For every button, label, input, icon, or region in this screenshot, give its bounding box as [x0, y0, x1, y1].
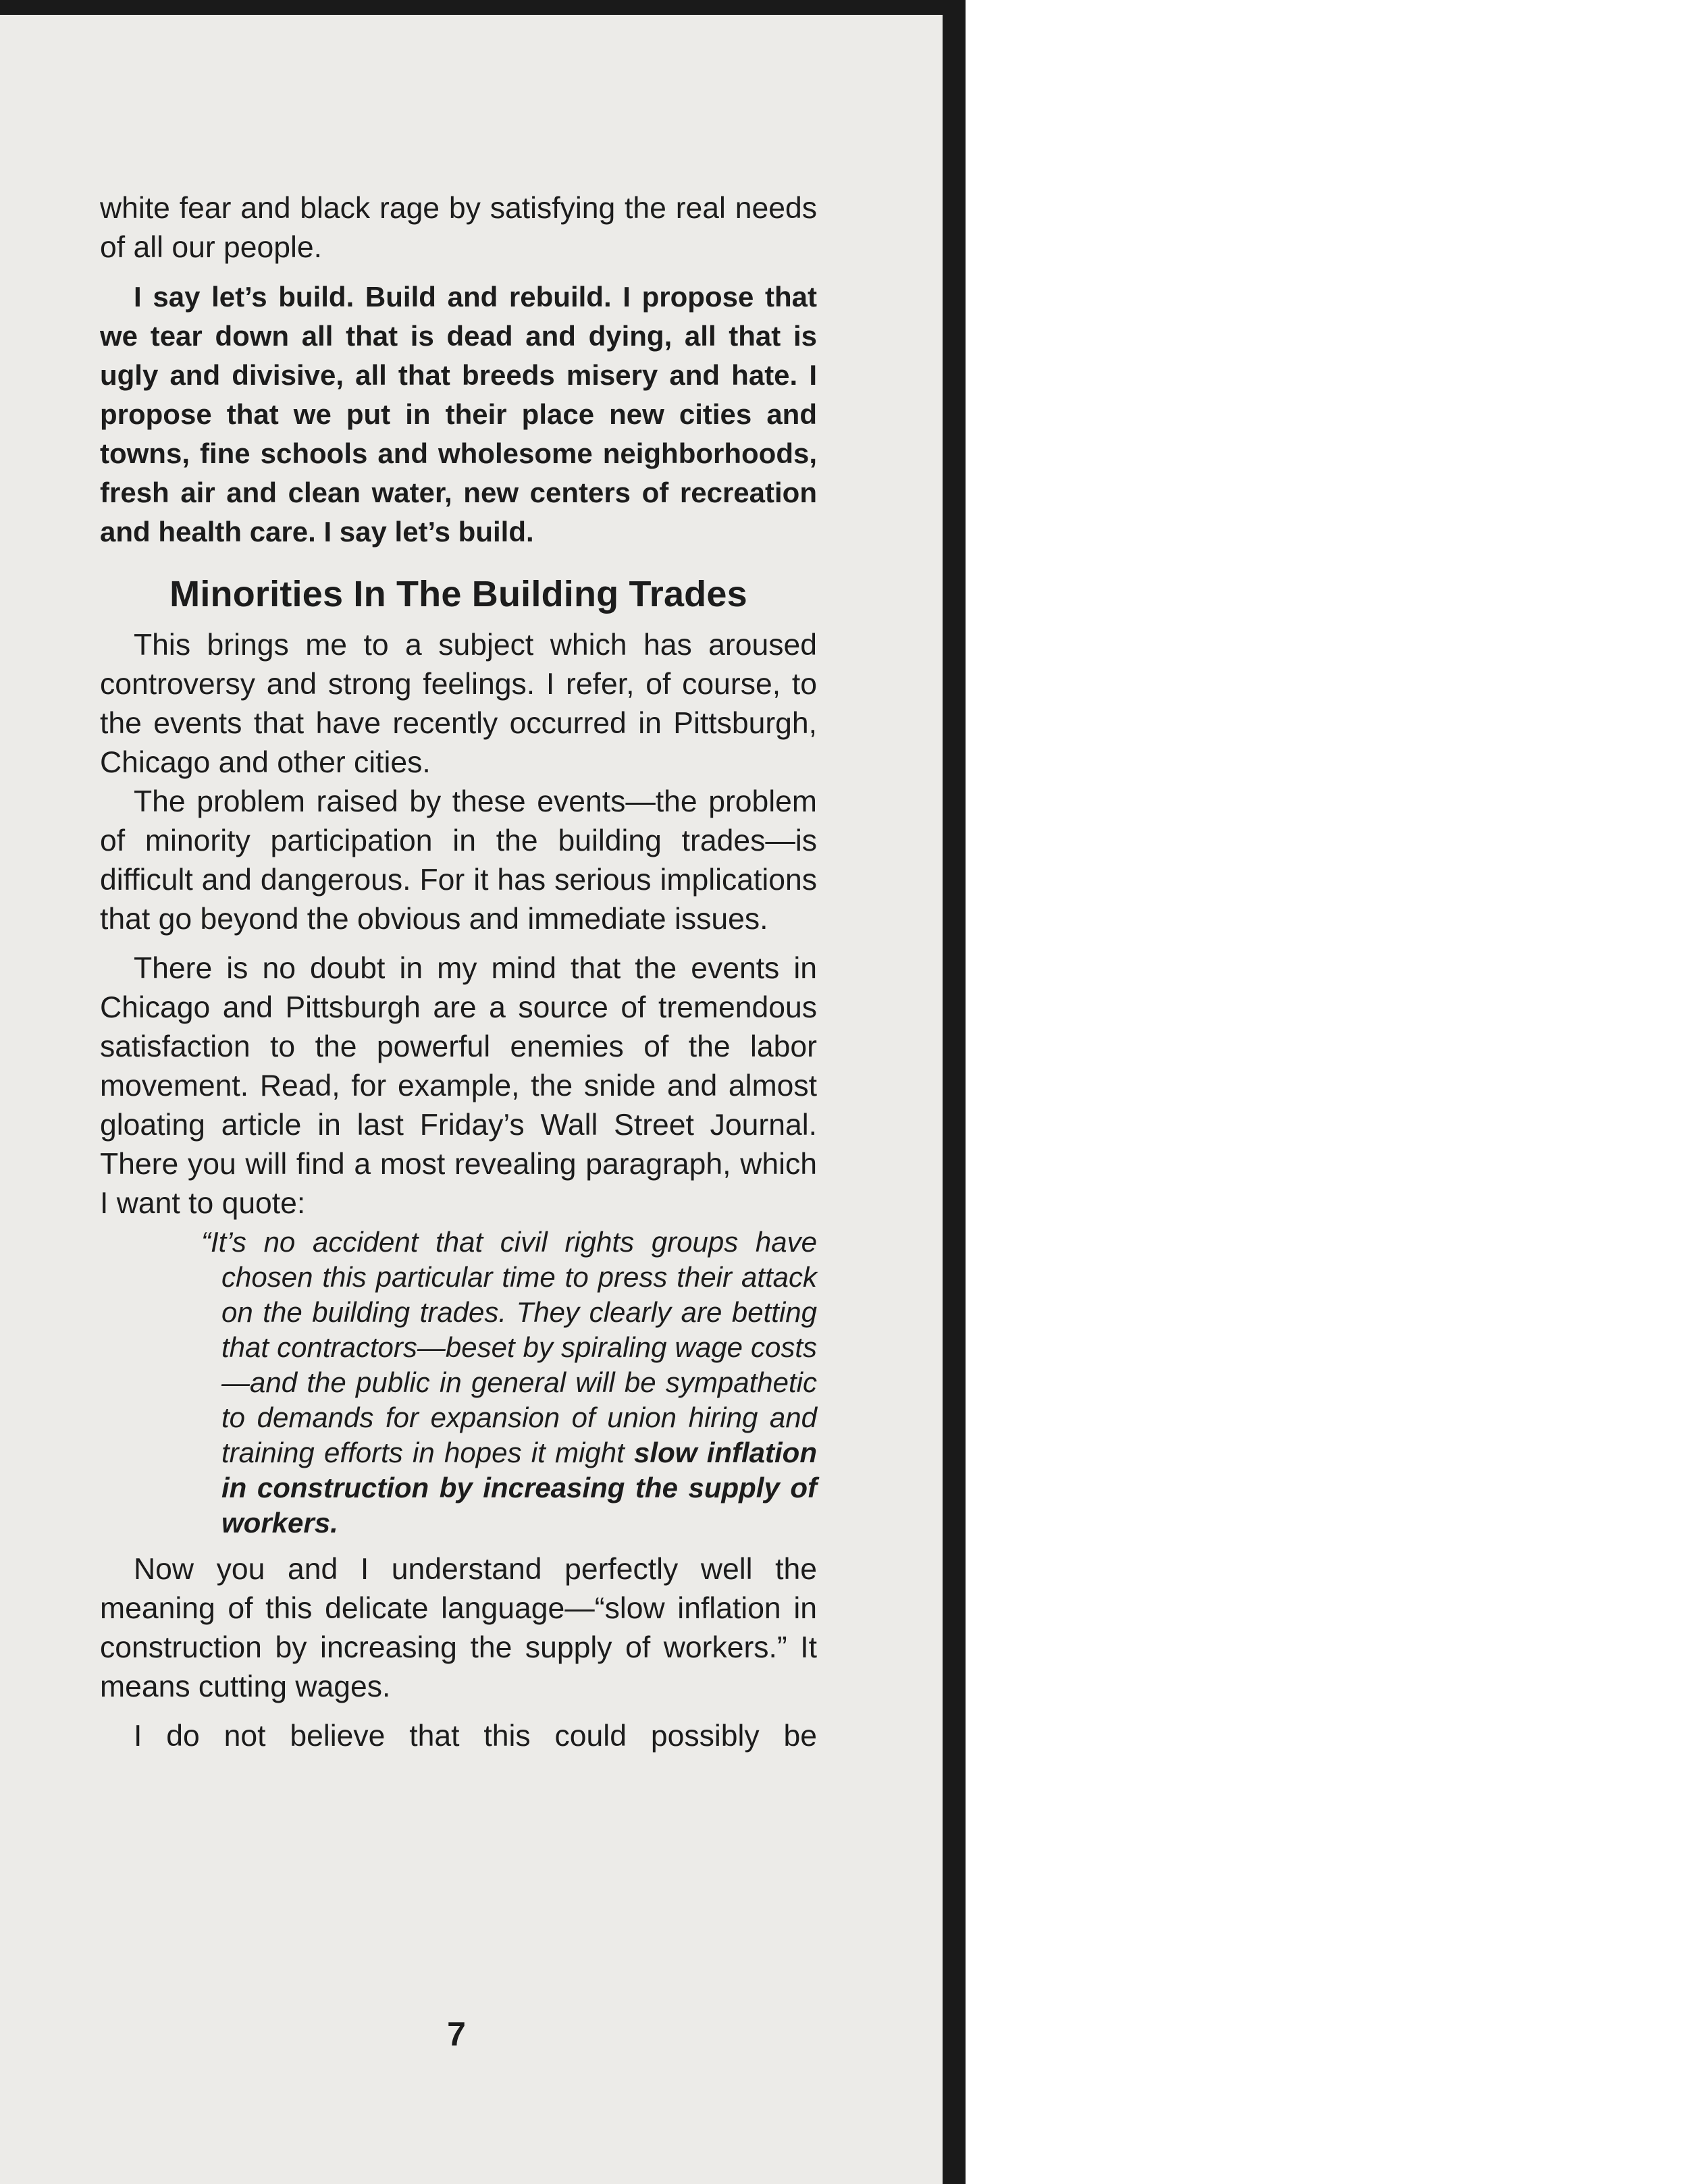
paragraph-events: There is no doubt in my mind that the events in Chicago and Pittsburgh are a source of tremendous satisfaction to the powerful enemies of the labor movement. Read, for example, the snide and almost gloating article in last Friday’s Wall Street Journal. There you will find a most revealing paragraph, which I want to quote:: [100, 952, 817, 1220]
paragraph-continuation: white fear and black rage by satisfying the real needs of all our people.: [100, 192, 817, 264]
block-quote: [100, 1225, 817, 1541]
paragraph-problem: The problem raised by these events—the problem of minority participation in the building trades—is difficult and dangerous. For it has serious implications that go beyond the obvious and immediate issues.: [100, 785, 817, 936]
paragraph-meaning: Now you and I understand perfectly well the meaning of this delicate language—“slow inflation in construction by increasing the supply of workers.” It means cutting wages.: [100, 1553, 817, 1703]
paragraph-subject: This brings me to a subject which has aroused controversy and strong feelings. I refer, of course, to the events that have recently occurred in Pittsburgh, Chicago and other cities.: [100, 629, 817, 779]
section-heading: Minorities In The Building Trades: [169, 574, 747, 614]
quote-emphasis: slow inflation in construction by increasing the supply of workers.: [221, 1437, 817, 1539]
paragraph-build-proposal: I say let’s build. Build and rebuild. I propose that we tear down all that is dead and dying, all that is ugly and divisive, all that breeds misery and hate. I propose that we put in their place new cities and towns, fine schools and wholesome neighborhoods, fresh air and clean water, new centers of recreation and health care. I say let’s build.: [100, 281, 817, 548]
quote-text: “It’s no accident that civil rights groups have chosen this particular time to press their attack on the building trades. They clearly are betting that contractors—beset by spiraling wage costs—and the public in general will be sympathetic to demands for expansion of union hiring and training efforts in hopes it might: [201, 1226, 817, 1468]
page-number: 7: [447, 2015, 466, 2053]
paragraph-belief: I do not believe that this could possibly be: [134, 1720, 817, 1753]
document-page: [0, 15, 943, 2184]
page-body: [100, 189, 817, 1756]
